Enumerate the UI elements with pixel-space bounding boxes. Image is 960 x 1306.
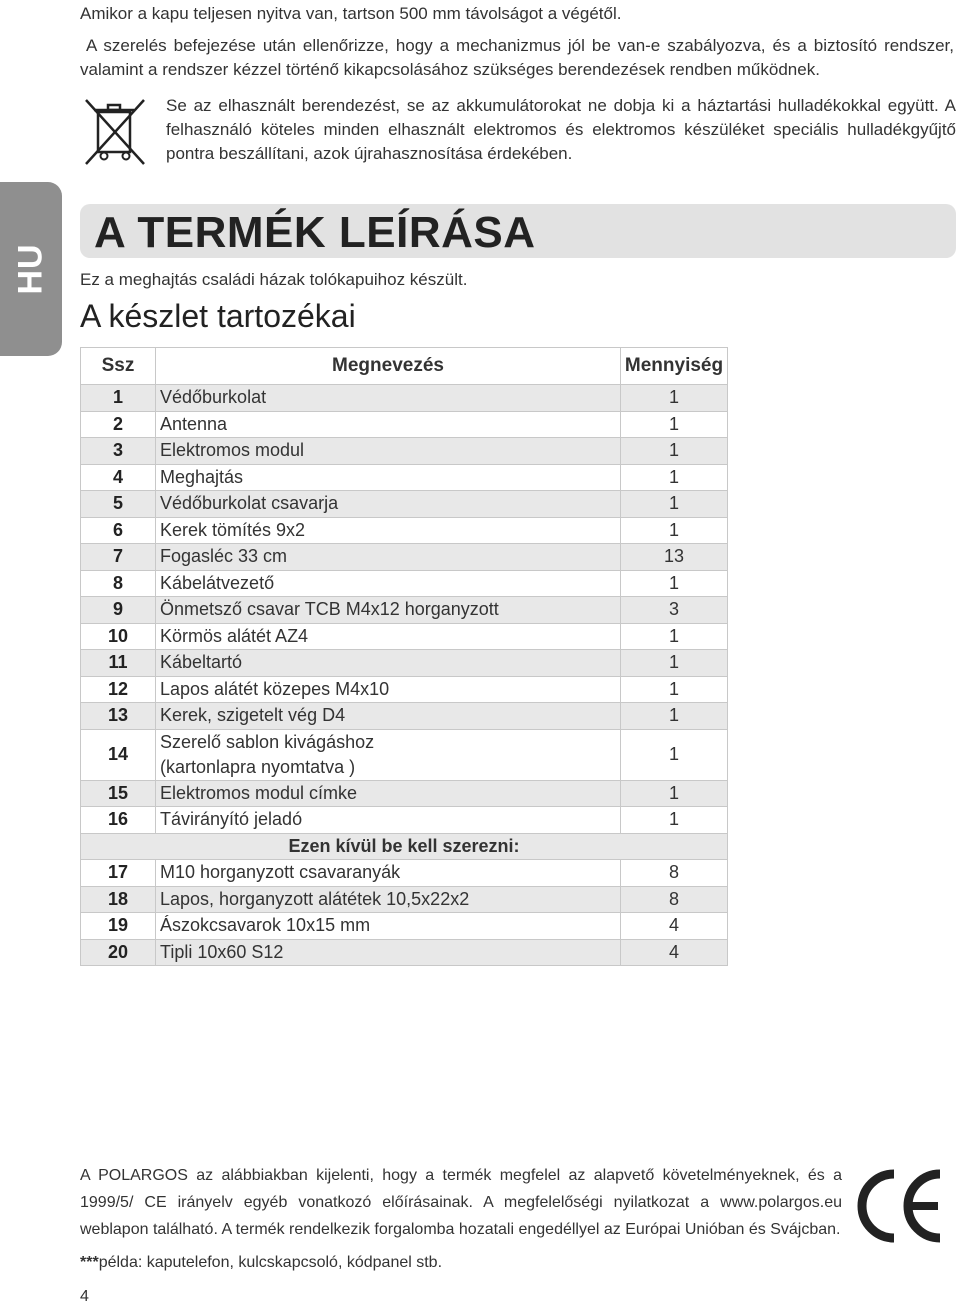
extra-section-title: Ezen kívül be kell szerezni: [81, 833, 728, 860]
row-quantity: 13 [621, 544, 728, 571]
row-name [156, 676, 621, 703]
table-row [81, 570, 728, 597]
table-header-row [81, 348, 728, 385]
row-name-text: Védőburkolat [160, 387, 267, 408]
row-number: 9 [81, 597, 156, 624]
row-name [156, 807, 621, 834]
table-row [81, 544, 728, 571]
row-number: 13 [81, 703, 156, 730]
row-number: 5 [81, 491, 156, 518]
row-name [156, 411, 621, 438]
row-name [156, 597, 621, 624]
row-name [156, 464, 621, 491]
row-name [156, 385, 621, 412]
row-name-text: Lapos alátét közepes M4x10 [160, 678, 390, 699]
row-name-text: Fogasléc 33 cm [160, 546, 288, 567]
row-quantity: 1 [621, 650, 728, 677]
table-row [81, 939, 728, 966]
parts-table-wrap [80, 347, 728, 966]
row-quantity: 1 [621, 570, 728, 597]
disposal-text: Se az elhasznált berendezést, se az akkumulátorokat ne dobja ki a háztartási hulladékokkal együtt. A felhasználó köteles minden elhasznált elektromos és elektromos készüléket speciális hulladékgyűjtő pontra beszállítani, azok újrahasznosítása érdekében. [166, 96, 956, 163]
row-name-text: Kábeltartó [160, 652, 243, 673]
table-row [81, 411, 728, 438]
row-number: 6 [81, 517, 156, 544]
table-row [81, 385, 728, 412]
section-title: A TERMÉK LEÍRÁSA [94, 208, 536, 257]
row-quantity: 1 [621, 464, 728, 491]
row-name-text: Kerek, szigetelt vég D4 [160, 705, 346, 726]
footnote-marker: *** [80, 1254, 99, 1271]
row-name [156, 517, 621, 544]
table-row [81, 650, 728, 677]
row-name: Tipli 10x60 S12 [156, 939, 621, 966]
row-name [156, 491, 621, 518]
row-name-text: Kerek tömítés 9x2 [160, 519, 306, 540]
header-name: Megnevezés [156, 348, 621, 385]
ce-mark-icon [856, 1166, 946, 1246]
table-row [81, 729, 728, 780]
row-name: M10 horganyzott csavaranyák [156, 860, 621, 887]
row-name-text: Körmös alátét AZ4 [160, 625, 309, 646]
row-name-text-2: (kartonlapra nyomtatva ) [160, 756, 356, 777]
section-intro: Ez a meghajtás családi házak tolókapuihoz készült. [80, 270, 468, 289]
parts-table [80, 347, 728, 966]
table-row [81, 913, 728, 940]
row-name [156, 650, 621, 677]
row-name-text: Távirányító jeladó [160, 809, 303, 830]
intro-line: Amikor a kapu teljesen nyitva van, tartson 500 mm távolságot a végétől. [80, 4, 622, 23]
header-quantity: Mennyiség [621, 348, 728, 385]
crossed-bin-icon [82, 96, 148, 168]
row-name [156, 703, 621, 730]
row-quantity: 8 [621, 860, 728, 887]
row-number: 4 [81, 464, 156, 491]
row-quantity: 1 [621, 411, 728, 438]
row-name-text: Elektromos modul [160, 440, 305, 461]
row-number: 15 [81, 780, 156, 807]
row-quantity: 1 [621, 623, 728, 650]
row-number: 3 [81, 438, 156, 465]
section-title-bar [80, 204, 956, 258]
table-row [81, 780, 728, 807]
row-name-text: Védőburkolat csavarja [160, 493, 339, 514]
table-row [81, 807, 728, 834]
row-name-text: Elektromos modul címke [160, 782, 358, 803]
table-row [81, 517, 728, 544]
row-quantity: 3 [621, 597, 728, 624]
row-number: 14 [81, 729, 156, 780]
header-number: Ssz [81, 348, 156, 385]
row-number: 17 [81, 860, 156, 887]
row-name-text: Antenna [160, 413, 228, 434]
table-row [81, 703, 728, 730]
row-name-text: Önmetsző csavar TCB M4x12 horganyzott [160, 599, 499, 620]
row-number: 7 [81, 544, 156, 571]
row-name [156, 438, 621, 465]
language-label: HU [11, 243, 50, 295]
language-tab [0, 182, 62, 356]
row-number: 11 [81, 650, 156, 677]
table-row [81, 597, 728, 624]
row-number: 19 [81, 913, 156, 940]
row-name: Lapos, horganyzott alátétek 10,5x22x2 [156, 886, 621, 913]
row-name-text: Szerelő sablon kivágáshoz [160, 731, 375, 752]
row-name [156, 544, 621, 571]
row-number: 8 [81, 570, 156, 597]
row-number: 10 [81, 623, 156, 650]
row-quantity: 1 [621, 807, 728, 834]
row-quantity: 1 [621, 703, 728, 730]
row-quantity: 8 [621, 886, 728, 913]
row-number: 18 [81, 886, 156, 913]
table-row [81, 464, 728, 491]
row-name-text: Kábelátvezető [160, 572, 275, 593]
row-number: 16 [81, 807, 156, 834]
row-quantity: 4 [621, 913, 728, 940]
table-row [81, 886, 728, 913]
table-row [81, 623, 728, 650]
declaration-text: A POLARGOS az alábbiakban kijelenti, hogy a termék megfelel az alapvető követelményeknek, és a 1999/5/ CE irányelv egyéb vonatkozó előírásainak. A megfelelőségi nyilatkozat a www.polargos.eu weblapon található. A termék rendelkezik forgalomba hozatali engedéllyel az Európai Unióban és Svájcban. [80, 1167, 842, 1238]
row-name: Ászokcsavarok 10x15 mm [156, 913, 621, 940]
row-number: 12 [81, 676, 156, 703]
footnote-text: példa: kaputelefon, kulcskapcsoló, kódpanel stb. [98, 1254, 443, 1271]
row-quantity: 1 [621, 780, 728, 807]
row-quantity: 1 [621, 517, 728, 544]
row-name-text: Meghajtás [160, 466, 244, 487]
table-row [81, 438, 728, 465]
row-name [156, 623, 621, 650]
table-row [81, 491, 728, 518]
extra-section-row [81, 833, 728, 860]
row-quantity: 1 [621, 438, 728, 465]
row-number: 20 [81, 939, 156, 966]
row-number: 2 [81, 411, 156, 438]
kit-title: A készlet tartozékai [80, 298, 356, 334]
footnote [80, 1254, 442, 1272]
row-name [156, 780, 621, 807]
table-row [81, 860, 728, 887]
row-quantity: 1 [621, 676, 728, 703]
row-name [156, 570, 621, 597]
row-quantity: 1 [621, 729, 728, 780]
table-row [81, 676, 728, 703]
page-number: 4 [80, 1288, 89, 1305]
row-number: 1 [81, 385, 156, 412]
intro-paragraph: A szerelés befejezése után ellenőrizze, hogy a mechanizmus jól be van-e szabályozva, és a biztosító rendszer, valamint a rendszer kézzel történő kikapcsolásához szükséges berendezések rendben működnek. [80, 36, 954, 79]
row-quantity: 4 [621, 939, 728, 966]
row-name [156, 729, 621, 780]
row-quantity: 1 [621, 491, 728, 518]
row-quantity: 1 [621, 385, 728, 412]
